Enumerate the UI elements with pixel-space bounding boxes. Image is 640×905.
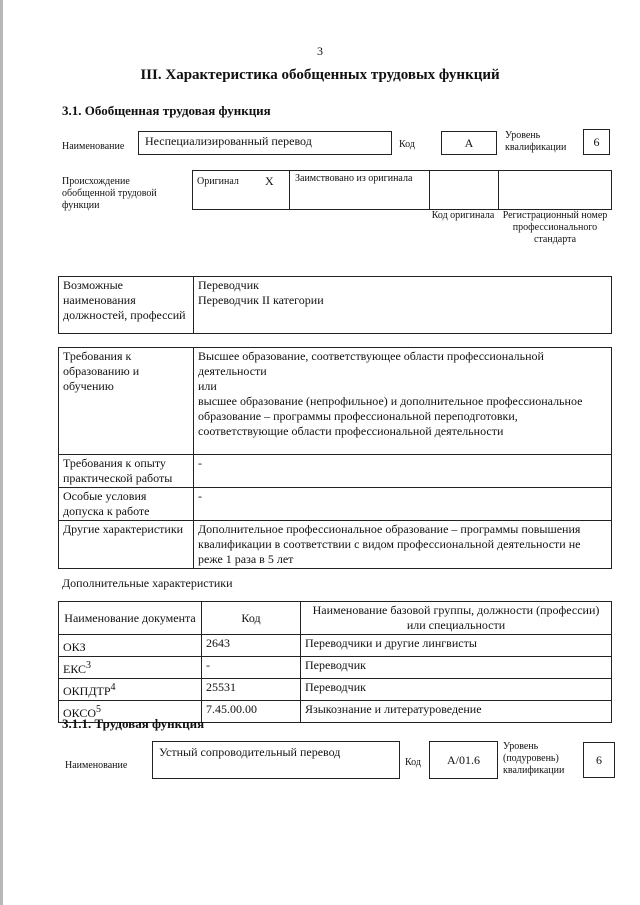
reg-number-caption: Регистрационный номер профессионального стандарта (502, 210, 608, 245)
additional-table (58, 601, 612, 723)
name-cell: Переводчик (305, 658, 366, 672)
doc-footnote: 4 (110, 682, 116, 693)
gtf-heading: 3.1. Обобщенная трудовая функция (62, 103, 271, 118)
origin-code-caption: Код оригинала (431, 210, 495, 221)
tf-code-value: A/01.6 (447, 753, 480, 767)
tf-heading: 3.1.1. Трудовая функция (62, 716, 205, 731)
tf-code-label: Код (405, 757, 421, 768)
name-cell: Переводчик (305, 680, 366, 694)
requirement-label: Требования к опыту практической работы (63, 456, 173, 485)
requirement-value: - (198, 456, 202, 470)
positions-label: Возможные наименования должностей, профессий (63, 278, 186, 322)
borrowed-label: Заимствовано из оригинала (295, 173, 413, 184)
requirement-value: Высшее образование, соответствующее области профессиональной деятельности или высшее образование (непрофильное) и дополнительное профессиональное образование – программы профессиональной переподготовки, соответствующие области профессиональной деятельности (198, 349, 583, 438)
gtf-origin-label: Происхождение обобщенной трудовой функции (62, 176, 157, 211)
scan-edge (0, 0, 3, 905)
positions-table (58, 276, 612, 334)
gtf-name-value: Неспециализированный перевод (145, 134, 312, 148)
additional-heading: Дополнительные характеристики (62, 576, 233, 590)
requirement-label: Требования к образованию и обучению (63, 349, 140, 393)
tf-level-value: 6 (596, 753, 602, 767)
original-label: Оригинал (197, 176, 239, 187)
requirement-value: - (198, 489, 202, 503)
gtf-origin-table (192, 170, 612, 210)
gtf-level-value: 6 (593, 135, 600, 149)
requirement-label: Другие характеристики (63, 522, 184, 536)
doc-footnote: 3 (86, 660, 92, 671)
gtf-code-box (441, 131, 497, 155)
gtf-code-value: A (464, 136, 474, 150)
code-cell: 2643 (206, 636, 230, 650)
column-header: Наименование документа (64, 610, 196, 625)
doc-cell: ОКСО (63, 706, 97, 720)
tf-name-label: Наименование (65, 760, 128, 771)
code-cell: - (206, 658, 210, 672)
table-row (59, 679, 612, 701)
table-row (59, 635, 612, 657)
column-header: Наименование базовой группы, должности (профессии) или специальности (312, 603, 600, 632)
original-mark: X (265, 174, 274, 188)
column-header: Код (241, 610, 261, 625)
position-item: Переводчик II категории (198, 293, 324, 307)
page-number: 3 (317, 44, 323, 58)
requirement-label: Особые условия допуска к работе (63, 489, 150, 518)
code-cell: 7.45.00.00 (206, 702, 257, 716)
gtf-code-label: Код (399, 139, 415, 150)
tf-code-box (429, 741, 498, 779)
doc-cell: ОКЗ (63, 640, 86, 654)
doc-footnote: 5 (96, 704, 102, 715)
section-title: III. Характеристика обобщенных трудовых функций (140, 67, 500, 83)
table-row (59, 657, 612, 679)
position-item: Переводчик (198, 278, 259, 292)
doc-cell: ОКПДТР (63, 684, 111, 698)
requirements-table (58, 347, 612, 569)
name-cell: Языкознание и литературоведение (305, 702, 482, 716)
gtf-name-box (138, 131, 392, 155)
requirement-value: Дополнительное профессиональное образование – программы повышения квалификации в соответствии с видом профессиональной деятельности не реже 1 раза в 5 лет (198, 522, 581, 566)
gtf-level-box (583, 129, 610, 155)
tf-name-value: Устный сопроводительный перевод (159, 745, 341, 759)
tf-level-box (583, 742, 615, 778)
tf-level-label: Уровень (подуровень) квалификации (503, 741, 565, 776)
name-cell: Переводчики и другие лингвисты (305, 636, 477, 650)
doc-cell: ЕКС (63, 662, 87, 676)
gtf-level-label: Уровень квалификации (505, 130, 567, 153)
tf-name-box (152, 741, 400, 779)
gtf-name-label: Наименование (62, 141, 125, 152)
code-cell: 25531 (206, 680, 236, 694)
